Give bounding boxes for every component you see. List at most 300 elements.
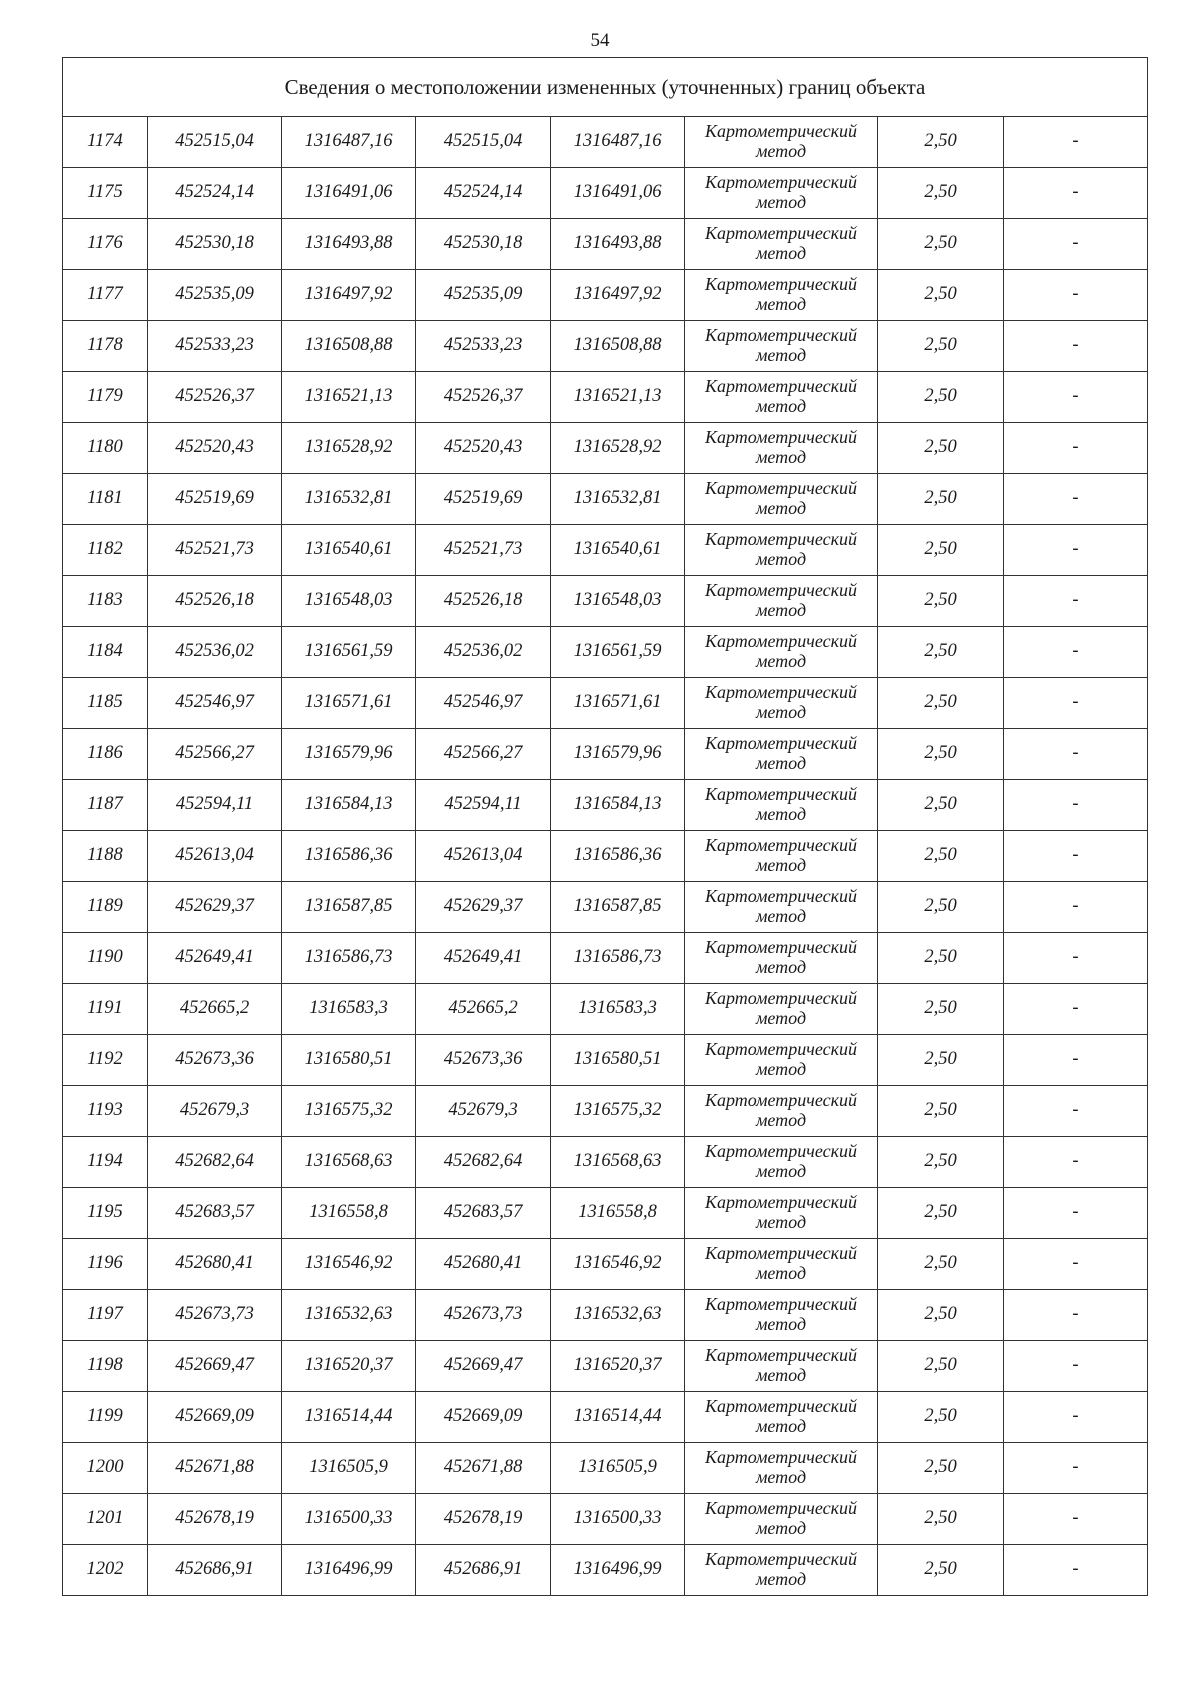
existing-x-cell: 452546,97	[148, 678, 282, 729]
note-cell: -	[1004, 117, 1148, 168]
note-cell: -	[1004, 729, 1148, 780]
refined-x-cell: 452566,27	[416, 729, 551, 780]
accuracy-cell: 2,50	[878, 270, 1004, 321]
table-row	[63, 1341, 1148, 1392]
point-number-cell: 1201	[63, 1494, 148, 1545]
existing-x-cell: 452665,2	[148, 984, 282, 1035]
existing-y-cell: 1316528,92	[282, 423, 416, 474]
existing-y-cell: 1316540,61	[282, 525, 416, 576]
point-number-cell: 1176	[63, 219, 148, 270]
point-number-cell: 1197	[63, 1290, 148, 1341]
method-line-1: Картометрический	[704, 733, 857, 754]
table-row	[63, 1239, 1148, 1290]
accuracy-cell: 2,50	[878, 780, 1004, 831]
method-line-2: метод	[755, 1314, 807, 1334]
method-cell	[685, 474, 878, 525]
refined-y-cell: 1316528,92	[551, 423, 685, 474]
method-line-2: метод	[755, 702, 807, 722]
existing-y-cell: 1316586,73	[282, 933, 416, 984]
table-row	[63, 1188, 1148, 1239]
method-line-1: Картометрический	[704, 580, 857, 601]
point-number-cell: 1183	[63, 576, 148, 627]
refined-x-cell: 452546,97	[416, 678, 551, 729]
method-line-2: метод	[755, 906, 807, 926]
method-line-2: метод	[755, 294, 807, 314]
method-line-1: Картометрический	[704, 937, 857, 958]
point-number-cell: 1184	[63, 627, 148, 678]
refined-y-cell: 1316493,88	[551, 219, 685, 270]
note-cell: -	[1004, 1035, 1148, 1086]
existing-y-cell: 1316586,36	[282, 831, 416, 882]
refined-x-cell: 452686,91	[416, 1545, 551, 1596]
point-number-cell: 1180	[63, 423, 148, 474]
table-row	[63, 984, 1148, 1035]
table-row	[63, 1290, 1148, 1341]
accuracy-cell: 2,50	[878, 219, 1004, 270]
existing-x-cell: 452519,69	[148, 474, 282, 525]
method-line-2: метод	[755, 1416, 807, 1436]
boundary-coordinates-table	[62, 57, 1148, 1596]
table-row	[63, 117, 1148, 168]
refined-y-cell: 1316508,88	[551, 321, 685, 372]
method-cell	[685, 1392, 878, 1443]
method-line-2: метод	[755, 549, 807, 569]
existing-x-cell: 452566,27	[148, 729, 282, 780]
table-row	[63, 780, 1148, 831]
method-line-2: метод	[755, 600, 807, 620]
method-line-2: метод	[755, 1110, 807, 1130]
existing-y-cell: 1316568,63	[282, 1137, 416, 1188]
existing-y-cell: 1316508,88	[282, 321, 416, 372]
accuracy-cell: 2,50	[878, 933, 1004, 984]
table-row	[63, 1137, 1148, 1188]
table-title: Сведения о местоположении измененных (уточненных) границ объекта	[63, 58, 1148, 117]
accuracy-cell: 2,50	[878, 321, 1004, 372]
note-cell: -	[1004, 372, 1148, 423]
note-cell: -	[1004, 219, 1148, 270]
method-line-1: Картометрический	[704, 427, 857, 448]
existing-x-cell: 452678,19	[148, 1494, 282, 1545]
refined-y-cell: 1316584,13	[551, 780, 685, 831]
method-line-2: метод	[755, 1212, 807, 1232]
accuracy-cell: 2,50	[878, 474, 1004, 525]
existing-x-cell: 452673,73	[148, 1290, 282, 1341]
refined-x-cell: 452678,19	[416, 1494, 551, 1545]
refined-x-cell: 452669,47	[416, 1341, 551, 1392]
method-line-1: Картометрический	[704, 886, 857, 907]
point-number-cell: 1177	[63, 270, 148, 321]
existing-x-cell: 452530,18	[148, 219, 282, 270]
accuracy-cell: 2,50	[878, 1239, 1004, 1290]
table-row	[63, 219, 1148, 270]
table-row	[63, 1086, 1148, 1137]
refined-y-cell: 1316532,81	[551, 474, 685, 525]
method-line-1: Картометрический	[704, 478, 857, 499]
refined-y-cell: 1316497,92	[551, 270, 685, 321]
existing-x-cell: 452682,64	[148, 1137, 282, 1188]
table-row	[63, 423, 1148, 474]
existing-y-cell: 1316487,16	[282, 117, 416, 168]
method-line-1: Картометрический	[704, 172, 857, 193]
refined-x-cell: 452680,41	[416, 1239, 551, 1290]
refined-x-cell: 452665,2	[416, 984, 551, 1035]
existing-y-cell: 1316496,99	[282, 1545, 416, 1596]
refined-y-cell: 1316540,61	[551, 525, 685, 576]
method-line-1: Картометрический	[704, 1192, 857, 1213]
method-cell	[685, 1494, 878, 1545]
note-cell: -	[1004, 525, 1148, 576]
existing-x-cell: 452524,14	[148, 168, 282, 219]
table-body	[63, 58, 1148, 1596]
method-line-2: метод	[755, 1569, 807, 1589]
method-line-1: Картометрический	[704, 529, 857, 550]
note-cell: -	[1004, 1443, 1148, 1494]
accuracy-cell: 2,50	[878, 1341, 1004, 1392]
method-line-1: Картометрический	[704, 1141, 857, 1162]
existing-x-cell: 452679,3	[148, 1086, 282, 1137]
method-line-1: Картометрический	[704, 1549, 857, 1570]
method-line-1: Картометрический	[704, 835, 857, 856]
accuracy-cell: 2,50	[878, 1188, 1004, 1239]
point-number-cell: 1182	[63, 525, 148, 576]
refined-x-cell: 452673,73	[416, 1290, 551, 1341]
table-row	[63, 1545, 1148, 1596]
accuracy-cell: 2,50	[878, 1086, 1004, 1137]
method-line-1: Картометрический	[704, 1498, 857, 1519]
accuracy-cell: 2,50	[878, 1137, 1004, 1188]
note-cell: -	[1004, 474, 1148, 525]
note-cell: -	[1004, 1392, 1148, 1443]
point-number-cell: 1190	[63, 933, 148, 984]
note-cell: -	[1004, 321, 1148, 372]
existing-y-cell: 1316532,81	[282, 474, 416, 525]
refined-x-cell: 452629,37	[416, 882, 551, 933]
method-line-1: Картометрический	[704, 1090, 857, 1111]
method-line-1: Картометрический	[704, 1243, 857, 1264]
method-cell	[685, 372, 878, 423]
point-number-cell: 1179	[63, 372, 148, 423]
method-line-2: метод	[755, 957, 807, 977]
existing-y-cell: 1316575,32	[282, 1086, 416, 1137]
method-line-2: метод	[755, 498, 807, 518]
existing-y-cell: 1316532,63	[282, 1290, 416, 1341]
method-line-1: Картометрический	[704, 1294, 857, 1315]
existing-y-cell: 1316520,37	[282, 1341, 416, 1392]
table-row	[63, 729, 1148, 780]
method-line-1: Картометрический	[704, 274, 857, 295]
accuracy-cell: 2,50	[878, 1443, 1004, 1494]
point-number-cell: 1193	[63, 1086, 148, 1137]
point-number-cell: 1186	[63, 729, 148, 780]
method-cell	[685, 933, 878, 984]
existing-y-cell: 1316571,61	[282, 678, 416, 729]
refined-x-cell: 452524,14	[416, 168, 551, 219]
point-number-cell: 1188	[63, 831, 148, 882]
method-cell	[685, 984, 878, 1035]
point-number-cell: 1198	[63, 1341, 148, 1392]
point-number-cell: 1181	[63, 474, 148, 525]
existing-y-cell: 1316521,13	[282, 372, 416, 423]
existing-y-cell: 1316491,06	[282, 168, 416, 219]
table-row	[63, 270, 1148, 321]
method-line-1: Картометрический	[704, 223, 857, 244]
point-number-cell: 1187	[63, 780, 148, 831]
note-cell: -	[1004, 933, 1148, 984]
method-cell	[685, 525, 878, 576]
existing-x-cell: 452671,88	[148, 1443, 282, 1494]
existing-y-cell: 1316579,96	[282, 729, 416, 780]
point-number-cell: 1185	[63, 678, 148, 729]
method-cell	[685, 1545, 878, 1596]
note-cell: -	[1004, 1239, 1148, 1290]
table-row	[63, 627, 1148, 678]
table-row	[63, 474, 1148, 525]
table-row	[63, 1392, 1148, 1443]
existing-x-cell: 452535,09	[148, 270, 282, 321]
refined-y-cell: 1316500,33	[551, 1494, 685, 1545]
refined-y-cell: 1316496,99	[551, 1545, 685, 1596]
refined-x-cell: 452671,88	[416, 1443, 551, 1494]
method-cell	[685, 168, 878, 219]
refined-x-cell: 452669,09	[416, 1392, 551, 1443]
existing-x-cell: 452669,47	[148, 1341, 282, 1392]
existing-y-cell: 1316497,92	[282, 270, 416, 321]
method-line-2: метод	[755, 192, 807, 212]
method-line-1: Картометрический	[704, 121, 857, 142]
refined-y-cell: 1316568,63	[551, 1137, 685, 1188]
refined-x-cell: 452679,3	[416, 1086, 551, 1137]
note-cell: -	[1004, 576, 1148, 627]
method-cell	[685, 117, 878, 168]
method-line-2: метод	[755, 855, 807, 875]
point-number-cell: 1178	[63, 321, 148, 372]
existing-y-cell: 1316500,33	[282, 1494, 416, 1545]
method-line-2: метод	[755, 1263, 807, 1283]
existing-x-cell: 452683,57	[148, 1188, 282, 1239]
method-cell	[685, 1086, 878, 1137]
method-line-1: Картометрический	[704, 682, 857, 703]
accuracy-cell: 2,50	[878, 729, 1004, 780]
accuracy-cell: 2,50	[878, 1290, 1004, 1341]
method-cell	[685, 270, 878, 321]
method-line-1: Картометрический	[704, 325, 857, 346]
refined-y-cell: 1316586,73	[551, 933, 685, 984]
note-cell: -	[1004, 1137, 1148, 1188]
existing-y-cell: 1316587,85	[282, 882, 416, 933]
refined-y-cell: 1316505,9	[551, 1443, 685, 1494]
accuracy-cell: 2,50	[878, 576, 1004, 627]
method-line-1: Картометрический	[704, 376, 857, 397]
table-title-row	[63, 58, 1148, 117]
method-line-1: Картометрический	[704, 988, 857, 1009]
existing-x-cell: 452669,09	[148, 1392, 282, 1443]
note-cell: -	[1004, 984, 1148, 1035]
refined-y-cell: 1316521,13	[551, 372, 685, 423]
method-line-2: метод	[755, 243, 807, 263]
method-cell	[685, 1341, 878, 1392]
existing-x-cell: 452520,43	[148, 423, 282, 474]
existing-x-cell: 452649,41	[148, 933, 282, 984]
accuracy-cell: 2,50	[878, 627, 1004, 678]
refined-y-cell: 1316548,03	[551, 576, 685, 627]
point-number-cell: 1202	[63, 1545, 148, 1596]
point-number-cell: 1194	[63, 1137, 148, 1188]
method-cell	[685, 423, 878, 474]
refined-x-cell: 452682,64	[416, 1137, 551, 1188]
method-line-2: метод	[755, 1059, 807, 1079]
point-number-cell: 1195	[63, 1188, 148, 1239]
note-cell: -	[1004, 678, 1148, 729]
refined-y-cell: 1316514,44	[551, 1392, 685, 1443]
refined-x-cell: 452526,18	[416, 576, 551, 627]
refined-x-cell: 452519,69	[416, 474, 551, 525]
method-line-2: метод	[755, 1365, 807, 1385]
page-number: 54	[590, 30, 610, 51]
method-line-1: Картометрический	[704, 1345, 857, 1366]
refined-y-cell: 1316520,37	[551, 1341, 685, 1392]
refined-x-cell: 452533,23	[416, 321, 551, 372]
method-line-2: метод	[755, 753, 807, 773]
existing-x-cell: 452686,91	[148, 1545, 282, 1596]
existing-x-cell: 452613,04	[148, 831, 282, 882]
refined-y-cell: 1316579,96	[551, 729, 685, 780]
note-cell: -	[1004, 1086, 1148, 1137]
table-row	[63, 525, 1148, 576]
method-line-1: Картометрический	[704, 1039, 857, 1060]
table-row	[63, 1443, 1148, 1494]
method-cell	[685, 1188, 878, 1239]
method-line-2: метод	[755, 651, 807, 671]
note-cell: -	[1004, 1545, 1148, 1596]
point-number-cell: 1191	[63, 984, 148, 1035]
note-cell: -	[1004, 1494, 1148, 1545]
point-number-cell: 1200	[63, 1443, 148, 1494]
existing-y-cell: 1316558,8	[282, 1188, 416, 1239]
method-line-2: метод	[755, 1518, 807, 1538]
refined-x-cell: 452683,57	[416, 1188, 551, 1239]
refined-y-cell: 1316583,3	[551, 984, 685, 1035]
refined-x-cell: 452515,04	[416, 117, 551, 168]
existing-y-cell: 1316514,44	[282, 1392, 416, 1443]
table-row	[63, 678, 1148, 729]
refined-x-cell: 452536,02	[416, 627, 551, 678]
point-number-cell: 1175	[63, 168, 148, 219]
method-line-2: метод	[755, 1008, 807, 1028]
refined-y-cell: 1316561,59	[551, 627, 685, 678]
note-cell: -	[1004, 1188, 1148, 1239]
existing-y-cell: 1316584,13	[282, 780, 416, 831]
method-line-2: метод	[755, 1161, 807, 1181]
refined-x-cell: 452521,73	[416, 525, 551, 576]
method-line-2: метод	[755, 141, 807, 161]
refined-y-cell: 1316575,32	[551, 1086, 685, 1137]
existing-y-cell: 1316580,51	[282, 1035, 416, 1086]
existing-y-cell: 1316583,3	[282, 984, 416, 1035]
method-line-2: метод	[755, 447, 807, 467]
method-line-1: Картометрический	[704, 1396, 857, 1417]
table-row	[63, 372, 1148, 423]
accuracy-cell: 2,50	[878, 1035, 1004, 1086]
accuracy-cell: 2,50	[878, 423, 1004, 474]
accuracy-cell: 2,50	[878, 1494, 1004, 1545]
existing-x-cell: 452536,02	[148, 627, 282, 678]
refined-x-cell: 452649,41	[416, 933, 551, 984]
method-cell	[685, 1239, 878, 1290]
refined-y-cell: 1316571,61	[551, 678, 685, 729]
refined-y-cell: 1316546,92	[551, 1239, 685, 1290]
existing-x-cell: 452629,37	[148, 882, 282, 933]
method-line-2: метод	[755, 804, 807, 824]
note-cell: -	[1004, 168, 1148, 219]
table-row	[63, 168, 1148, 219]
refined-x-cell: 452530,18	[416, 219, 551, 270]
refined-x-cell: 452526,37	[416, 372, 551, 423]
note-cell: -	[1004, 882, 1148, 933]
existing-x-cell: 452521,73	[148, 525, 282, 576]
note-cell: -	[1004, 270, 1148, 321]
refined-y-cell: 1316491,06	[551, 168, 685, 219]
method-cell	[685, 831, 878, 882]
method-cell	[685, 1035, 878, 1086]
existing-y-cell: 1316548,03	[282, 576, 416, 627]
table-row	[63, 933, 1148, 984]
existing-x-cell: 452533,23	[148, 321, 282, 372]
method-cell	[685, 576, 878, 627]
method-cell	[685, 627, 878, 678]
accuracy-cell: 2,50	[878, 168, 1004, 219]
method-cell	[685, 678, 878, 729]
method-line-1: Картометрический	[704, 631, 857, 652]
existing-y-cell: 1316493,88	[282, 219, 416, 270]
refined-y-cell: 1316580,51	[551, 1035, 685, 1086]
method-cell	[685, 882, 878, 933]
method-line-2: метод	[755, 345, 807, 365]
accuracy-cell: 2,50	[878, 525, 1004, 576]
accuracy-cell: 2,50	[878, 984, 1004, 1035]
refined-x-cell: 452673,36	[416, 1035, 551, 1086]
table-row	[63, 882, 1148, 933]
method-cell	[685, 1137, 878, 1188]
refined-x-cell: 452535,09	[416, 270, 551, 321]
table-row	[63, 321, 1148, 372]
accuracy-cell: 2,50	[878, 372, 1004, 423]
accuracy-cell: 2,50	[878, 1545, 1004, 1596]
method-cell	[685, 1443, 878, 1494]
table-row	[63, 1494, 1148, 1545]
refined-y-cell: 1316532,63	[551, 1290, 685, 1341]
existing-y-cell: 1316546,92	[282, 1239, 416, 1290]
method-cell	[685, 321, 878, 372]
accuracy-cell: 2,50	[878, 882, 1004, 933]
method-line-2: метод	[755, 1467, 807, 1487]
table-row	[63, 576, 1148, 627]
refined-y-cell: 1316558,8	[551, 1188, 685, 1239]
accuracy-cell: 2,50	[878, 831, 1004, 882]
accuracy-cell: 2,50	[878, 1392, 1004, 1443]
refined-x-cell: 452520,43	[416, 423, 551, 474]
existing-y-cell: 1316505,9	[282, 1443, 416, 1494]
table-row	[63, 1035, 1148, 1086]
method-cell	[685, 729, 878, 780]
existing-y-cell: 1316561,59	[282, 627, 416, 678]
refined-y-cell: 1316487,16	[551, 117, 685, 168]
note-cell: -	[1004, 627, 1148, 678]
note-cell: -	[1004, 1290, 1148, 1341]
method-line-1: Картометрический	[704, 1447, 857, 1468]
existing-x-cell: 452680,41	[148, 1239, 282, 1290]
method-cell	[685, 780, 878, 831]
note-cell: -	[1004, 780, 1148, 831]
